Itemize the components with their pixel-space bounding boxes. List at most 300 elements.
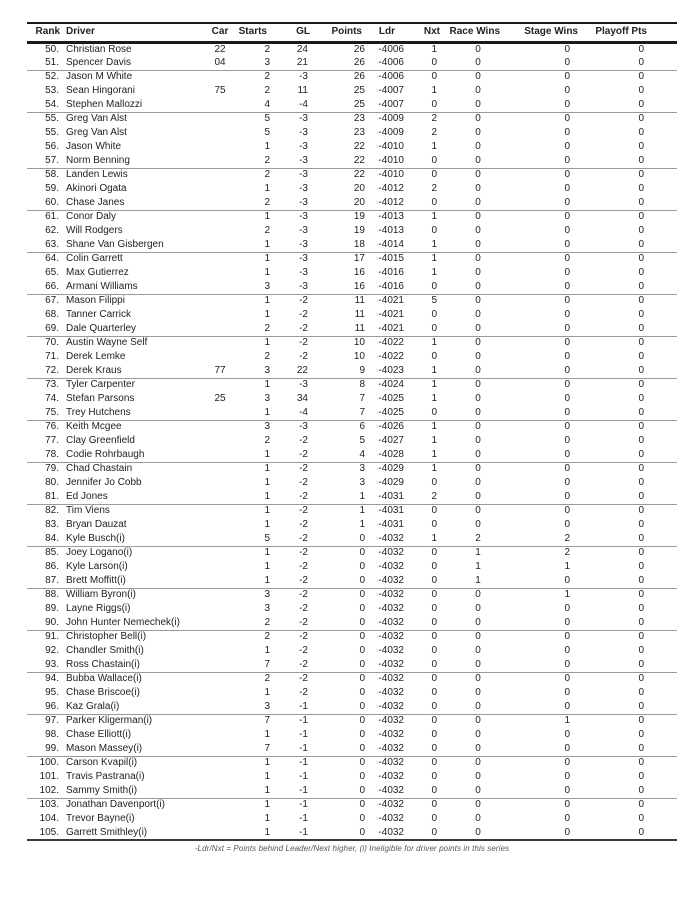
cell-driver: Tyler Carpenter <box>66 379 135 391</box>
cell-gl: -3 <box>299 225 308 236</box>
cell-gl: -3 <box>299 113 308 125</box>
cell-rank: 50. <box>45 43 59 55</box>
cell-playoff-pts: 0 <box>638 463 644 475</box>
cell-race-wins: 0 <box>475 267 481 278</box>
cell-playoff-pts: 0 <box>638 519 644 530</box>
cell-points: 11 <box>354 295 365 307</box>
table-row <box>27 490 677 504</box>
cell-rank: 79. <box>45 463 59 475</box>
cell-driver: Trey Hutchens <box>66 406 131 418</box>
cell-rank: 56. <box>45 141 59 152</box>
cell-playoff-pts: 0 <box>638 127 644 138</box>
column-header-car: Car <box>211 26 229 38</box>
cell-points: 22 <box>353 141 365 152</box>
cell-points: 0 <box>359 784 365 796</box>
cell-rank: 63. <box>45 238 59 250</box>
cell-points: 0 <box>359 658 365 670</box>
cell-race-wins: 0 <box>475 435 481 446</box>
cell-stage-wins: 0 <box>564 71 570 83</box>
cell-race-wins: 0 <box>475 715 481 727</box>
cell-race-wins: 0 <box>475 351 481 362</box>
cell-stage-wins: 0 <box>564 574 570 586</box>
cell-starts: 2 <box>264 71 270 83</box>
table-row <box>27 308 677 322</box>
cell-gl: -1 <box>299 826 308 838</box>
cell-starts: 1 <box>264 295 270 307</box>
cell-stage-wins: 0 <box>564 435 570 446</box>
cell-starts: 1 <box>264 477 270 488</box>
cell-stage-wins: 0 <box>564 799 570 811</box>
cell-race-wins: 0 <box>475 141 481 152</box>
cell-nxt: 2 <box>431 127 437 138</box>
cell-car <box>205 490 235 504</box>
cell-stage-wins: 0 <box>564 490 570 502</box>
cell-nxt: 1 <box>431 85 437 96</box>
cell-driver: Carson Kvapil(i) <box>66 757 138 769</box>
cell-car <box>205 602 235 616</box>
cell-nxt: 0 <box>431 406 437 418</box>
cell-rank: 75. <box>45 406 59 418</box>
cell-driver: Colin Garrett <box>66 253 123 265</box>
cell-starts: 1 <box>264 267 270 278</box>
cell-playoff-pts: 0 <box>638 337 644 349</box>
cell-gl: 24 <box>296 43 308 55</box>
cell-playoff-pts: 0 <box>638 141 644 152</box>
cell-starts: 1 <box>264 519 270 530</box>
cell-nxt: 0 <box>431 71 437 83</box>
cell-stage-wins: 0 <box>564 673 570 685</box>
cell-rank: 102. <box>39 784 59 796</box>
cell-starts: 1 <box>264 379 270 391</box>
cell-playoff-pts: 0 <box>638 448 644 460</box>
table-row <box>27 98 677 112</box>
cell-rank: 76. <box>45 421 59 433</box>
cell-stage-wins: 1 <box>564 715 570 727</box>
cell-stage-wins: 0 <box>564 406 570 418</box>
cell-rank: 80. <box>45 477 59 488</box>
cell-stage-wins: 1 <box>564 589 570 601</box>
cell-gl: -3 <box>299 154 308 166</box>
cell-car <box>205 616 235 630</box>
cell-driver: Norm Benning <box>66 154 130 166</box>
table-row <box>27 42 677 56</box>
cell-points: 7 <box>359 393 365 404</box>
cell-nxt: 1 <box>431 253 437 265</box>
cell-ldr: -4032 <box>378 532 404 544</box>
cell-playoff-pts: 0 <box>638 771 644 782</box>
cell-nxt: 0 <box>431 154 437 166</box>
cell-playoff-pts: 0 <box>638 687 644 698</box>
cell-starts: 1 <box>264 337 270 349</box>
cell-nxt: 0 <box>431 505 437 517</box>
cell-driver: Jennifer Jo Cobb <box>66 477 142 488</box>
table-row <box>27 742 677 756</box>
cell-points: 8 <box>359 379 365 391</box>
cell-nxt: 1 <box>431 532 437 544</box>
cell-ldr: -4023 <box>378 364 404 376</box>
cell-points: 0 <box>359 799 365 811</box>
cell-playoff-pts: 0 <box>638 757 644 769</box>
cell-playoff-pts: 0 <box>638 225 644 236</box>
table-row <box>27 798 677 812</box>
cell-points: 0 <box>359 574 365 586</box>
cell-ldr: -4021 <box>378 295 404 307</box>
cell-points: 3 <box>359 477 365 488</box>
cell-playoff-pts: 0 <box>638 406 644 418</box>
cell-stage-wins: 0 <box>564 267 570 278</box>
cell-points: 19 <box>353 211 365 223</box>
cell-nxt: 2 <box>431 183 437 194</box>
cell-stage-wins: 0 <box>564 729 570 740</box>
cell-car <box>205 784 235 798</box>
cell-stage-wins: 0 <box>564 211 570 223</box>
column-header-ldr: Ldr <box>378 26 395 38</box>
cell-race-wins: 0 <box>475 673 481 685</box>
cell-race-wins: 0 <box>475 448 481 460</box>
cell-stage-wins: 0 <box>564 658 570 670</box>
cell-race-wins: 0 <box>475 379 481 391</box>
cell-rank: 98. <box>45 729 59 740</box>
cell-ldr: -4032 <box>378 729 404 740</box>
cell-starts: 1 <box>264 645 270 656</box>
cell-points: 26 <box>353 43 365 55</box>
cell-driver: Derek Lemke <box>66 351 126 362</box>
cell-gl: -1 <box>299 715 308 727</box>
cell-rank: 55. <box>45 127 59 138</box>
cell-car <box>205 728 235 742</box>
cell-playoff-pts: 0 <box>638 490 644 502</box>
cell-rank: 55. <box>45 113 59 125</box>
cell-driver: Christopher Bell(i) <box>66 631 147 643</box>
cell-race-wins: 2 <box>475 532 481 544</box>
cell-driver: Stephen Mallozzi <box>66 98 143 110</box>
cell-points: 0 <box>359 729 365 740</box>
cell-starts: 4 <box>264 98 270 110</box>
cell-points: 6 <box>359 421 365 433</box>
table-row <box>27 70 677 84</box>
table-row <box>27 196 677 210</box>
table-row <box>27 210 677 224</box>
cell-points: 18 <box>353 238 365 250</box>
table-row <box>27 630 677 644</box>
cell-driver: William Byron(i) <box>66 589 136 601</box>
cell-playoff-pts: 0 <box>638 280 644 292</box>
table-row <box>27 476 677 490</box>
cell-car <box>205 574 235 588</box>
cell-race-wins: 0 <box>475 56 481 68</box>
cell-playoff-pts: 0 <box>638 826 644 838</box>
table-header <box>27 23 677 42</box>
cell-nxt: 0 <box>431 309 437 320</box>
cell-playoff-pts: 0 <box>638 603 644 614</box>
cell-car <box>205 308 235 322</box>
cell-stage-wins: 0 <box>564 253 570 265</box>
cell-playoff-pts: 0 <box>638 658 644 670</box>
cell-driver: Mason Filippi <box>66 295 125 307</box>
cell-nxt: 0 <box>431 826 437 838</box>
cell-points: 10 <box>353 337 365 349</box>
column-header-stage-wins: Stage Wins <box>524 26 578 38</box>
cell-starts: 1 <box>264 406 270 418</box>
cell-car <box>205 336 235 350</box>
table-row <box>27 266 677 280</box>
cell-playoff-pts: 0 <box>638 43 644 55</box>
cell-nxt: 0 <box>431 645 437 656</box>
cell-driver: Derek Kraus <box>66 364 122 376</box>
cell-ldr: -4032 <box>378 561 404 572</box>
cell-nxt: 0 <box>431 589 437 601</box>
cell-race-wins: 0 <box>475 463 481 475</box>
cell-starts: 2 <box>264 85 270 96</box>
cell-driver: Trevor Bayne(i) <box>66 813 135 824</box>
cell-starts: 2 <box>264 616 270 628</box>
column-header-race-wins: Race Wins <box>449 26 500 38</box>
cell-car <box>205 182 235 196</box>
cell-starts: 2 <box>264 322 270 334</box>
cell-gl: 21 <box>296 56 308 68</box>
cell-nxt: 0 <box>431 574 437 586</box>
cell-gl: -2 <box>299 351 308 362</box>
cell-race-wins: 0 <box>475 799 481 811</box>
cell-car <box>205 350 235 364</box>
table-row <box>27 462 677 476</box>
cell-points: 1 <box>359 519 365 530</box>
cell-driver: Ross Chastain(i) <box>66 658 140 670</box>
cell-starts: 3 <box>264 56 270 68</box>
cell-points: 11 <box>354 309 365 320</box>
cell-rank: 101. <box>39 771 59 782</box>
cell-starts: 5 <box>264 113 270 125</box>
table-row <box>27 756 677 770</box>
cell-race-wins: 0 <box>475 631 481 643</box>
cell-race-wins: 0 <box>475 784 481 796</box>
cell-ldr: -4032 <box>378 589 404 601</box>
cell-gl: -1 <box>299 799 308 811</box>
cell-stage-wins: 0 <box>564 700 570 712</box>
cell-race-wins: 0 <box>475 826 481 838</box>
cell-gl: -1 <box>299 729 308 740</box>
cell-car <box>205 406 235 420</box>
cell-stage-wins: 0 <box>564 141 570 152</box>
cell-stage-wins: 0 <box>564 687 570 698</box>
cell-rank: 77. <box>45 435 59 446</box>
cell-stage-wins: 0 <box>564 85 570 96</box>
cell-ldr: -4013 <box>378 211 404 223</box>
cell-ldr: -4006 <box>378 56 404 68</box>
cell-nxt: 1 <box>431 421 437 433</box>
cell-nxt: 1 <box>431 463 437 475</box>
cell-ldr: -4012 <box>378 183 404 194</box>
table-row <box>27 602 677 616</box>
cell-ldr: -4032 <box>378 826 404 838</box>
cell-rank: 66. <box>45 280 59 292</box>
cell-rank: 96. <box>45 700 59 712</box>
cell-race-wins: 0 <box>475 98 481 110</box>
cell-stage-wins: 0 <box>564 616 570 628</box>
cell-ldr: -4009 <box>378 127 404 138</box>
cell-nxt: 0 <box>431 771 437 782</box>
table-row <box>27 294 677 308</box>
cell-starts: 3 <box>264 421 270 433</box>
cell-nxt: 0 <box>431 631 437 643</box>
cell-gl: -1 <box>299 813 308 824</box>
cell-gl: -2 <box>299 603 308 614</box>
cell-stage-wins: 0 <box>564 238 570 250</box>
cell-driver: Tanner Carrick <box>66 309 132 320</box>
cell-driver: Kyle Busch(i) <box>66 532 125 544</box>
cell-nxt: 0 <box>431 196 437 208</box>
cell-race-wins: 0 <box>475 687 481 698</box>
cell-stage-wins: 0 <box>564 421 570 433</box>
table-row <box>27 700 677 714</box>
cell-race-wins: 0 <box>475 127 481 138</box>
cell-car <box>205 252 235 266</box>
cell-stage-wins: 0 <box>564 225 570 236</box>
cell-playoff-pts: 0 <box>638 715 644 727</box>
cell-driver: Jason White <box>66 141 122 152</box>
cell-rank: 70. <box>45 337 59 349</box>
cell-gl: -3 <box>299 421 308 433</box>
table-row <box>27 140 677 154</box>
cell-starts: 1 <box>264 490 270 502</box>
cell-starts: 1 <box>264 141 270 152</box>
cell-ldr: -4007 <box>378 98 404 110</box>
cell-rank: 60. <box>45 196 59 208</box>
cell-driver: Mason Massey(i) <box>66 742 143 754</box>
cell-starts: 2 <box>264 631 270 643</box>
cell-rank: 72. <box>45 364 59 376</box>
cell-rank: 82. <box>45 505 59 517</box>
table-row <box>27 56 677 70</box>
cell-race-wins: 0 <box>475 364 481 376</box>
cell-gl: -4 <box>299 406 308 418</box>
cell-car <box>205 630 235 644</box>
cell-rank: 89. <box>45 603 59 614</box>
cell-points: 0 <box>359 603 365 614</box>
cell-car <box>205 98 235 112</box>
cell-driver: Garrett Smithley(i) <box>66 826 148 838</box>
cell-gl: -2 <box>299 547 308 559</box>
cell-points: 0 <box>359 547 365 559</box>
cell-gl: -3 <box>299 211 308 223</box>
cell-race-wins: 0 <box>475 490 481 502</box>
cell-playoff-pts: 0 <box>638 71 644 83</box>
cell-driver: Chase Elliott(i) <box>66 729 132 740</box>
cell-driver: Brett Moffitt(i) <box>66 574 126 586</box>
cell-rank: 54. <box>45 98 59 110</box>
cell-driver: Clay Greenfield <box>66 435 135 446</box>
cell-gl: -2 <box>299 490 308 502</box>
cell-driver: Spencer Davis <box>66 56 132 68</box>
cell-race-wins: 0 <box>475 771 481 782</box>
cell-driver: Kaz Grala(i) <box>66 700 120 712</box>
cell-rank: 64. <box>45 253 59 265</box>
cell-driver: Travis Pastrana(i) <box>66 771 145 782</box>
cell-nxt: 0 <box>431 351 437 362</box>
cell-driver: Bubba Wallace(i) <box>66 673 142 685</box>
cell-nxt: 1 <box>431 393 437 404</box>
cell-rank: 86. <box>45 561 59 572</box>
cell-ldr: -4026 <box>378 421 404 433</box>
cell-points: 0 <box>359 616 365 628</box>
cell-rank: 73. <box>45 379 59 391</box>
cell-playoff-pts: 0 <box>638 154 644 166</box>
cell-rank: 92. <box>45 645 59 656</box>
cell-gl: -3 <box>299 253 308 265</box>
cell-race-wins: 0 <box>475 71 481 83</box>
cell-playoff-pts: 0 <box>638 700 644 712</box>
cell-stage-wins: 0 <box>564 603 570 614</box>
cell-starts: 1 <box>264 729 270 740</box>
table-row <box>27 784 677 798</box>
cell-gl: -2 <box>299 532 308 544</box>
cell-ldr: -4016 <box>378 280 404 292</box>
cell-driver: Tim Viens <box>66 505 110 517</box>
table-row <box>27 364 677 378</box>
cell-stage-wins: 2 <box>564 547 570 559</box>
cell-race-wins: 0 <box>475 729 481 740</box>
cell-car: 77 <box>214 364 226 376</box>
cell-driver: Sammy Smith(i) <box>66 784 138 796</box>
cell-nxt: 0 <box>431 616 437 628</box>
cell-nxt: 0 <box>431 169 437 181</box>
cell-nxt: 0 <box>431 700 437 712</box>
cell-nxt: 0 <box>431 322 437 334</box>
cell-driver: Parker Kligerman(i) <box>66 715 153 727</box>
cell-playoff-pts: 0 <box>638 85 644 96</box>
cell-car <box>205 658 235 672</box>
cell-playoff-pts: 0 <box>638 295 644 307</box>
cell-ldr: -4012 <box>378 196 404 208</box>
cell-playoff-pts: 0 <box>638 322 644 334</box>
cell-stage-wins: 0 <box>564 826 570 838</box>
table-row <box>27 112 677 126</box>
cell-stage-wins: 0 <box>564 364 570 376</box>
cell-gl: -1 <box>299 757 308 769</box>
cell-nxt: 1 <box>431 238 437 250</box>
cell-points: 20 <box>353 196 365 208</box>
cell-nxt: 0 <box>431 658 437 670</box>
cell-race-wins: 1 <box>475 574 481 586</box>
cell-car <box>205 504 235 518</box>
cell-gl: -2 <box>299 448 308 460</box>
cell-rank: 94. <box>45 673 59 685</box>
cell-ldr: -4032 <box>378 603 404 614</box>
cell-car <box>205 266 235 280</box>
cell-ldr: -4010 <box>378 169 404 181</box>
cell-starts: 1 <box>264 253 270 265</box>
cell-playoff-pts: 0 <box>638 393 644 404</box>
cell-ldr: -4032 <box>378 799 404 811</box>
table-row <box>27 434 677 448</box>
cell-ldr: -4016 <box>378 267 404 278</box>
cell-rank: 104. <box>39 813 59 824</box>
cell-playoff-pts: 0 <box>638 799 644 811</box>
table-row <box>27 126 677 140</box>
cell-rank: 84. <box>45 532 59 544</box>
cell-starts: 2 <box>264 351 270 362</box>
cell-rank: 88. <box>45 589 59 601</box>
cell-ldr: -4031 <box>378 505 404 517</box>
cell-race-wins: 0 <box>475 337 481 349</box>
cell-ldr: -4032 <box>378 645 404 656</box>
cell-car <box>205 532 235 546</box>
cell-nxt: 1 <box>431 43 437 55</box>
cell-gl: -1 <box>299 784 308 796</box>
table-row <box>27 238 677 252</box>
cell-nxt: 1 <box>431 435 437 446</box>
cell-gl: -4 <box>299 98 308 110</box>
